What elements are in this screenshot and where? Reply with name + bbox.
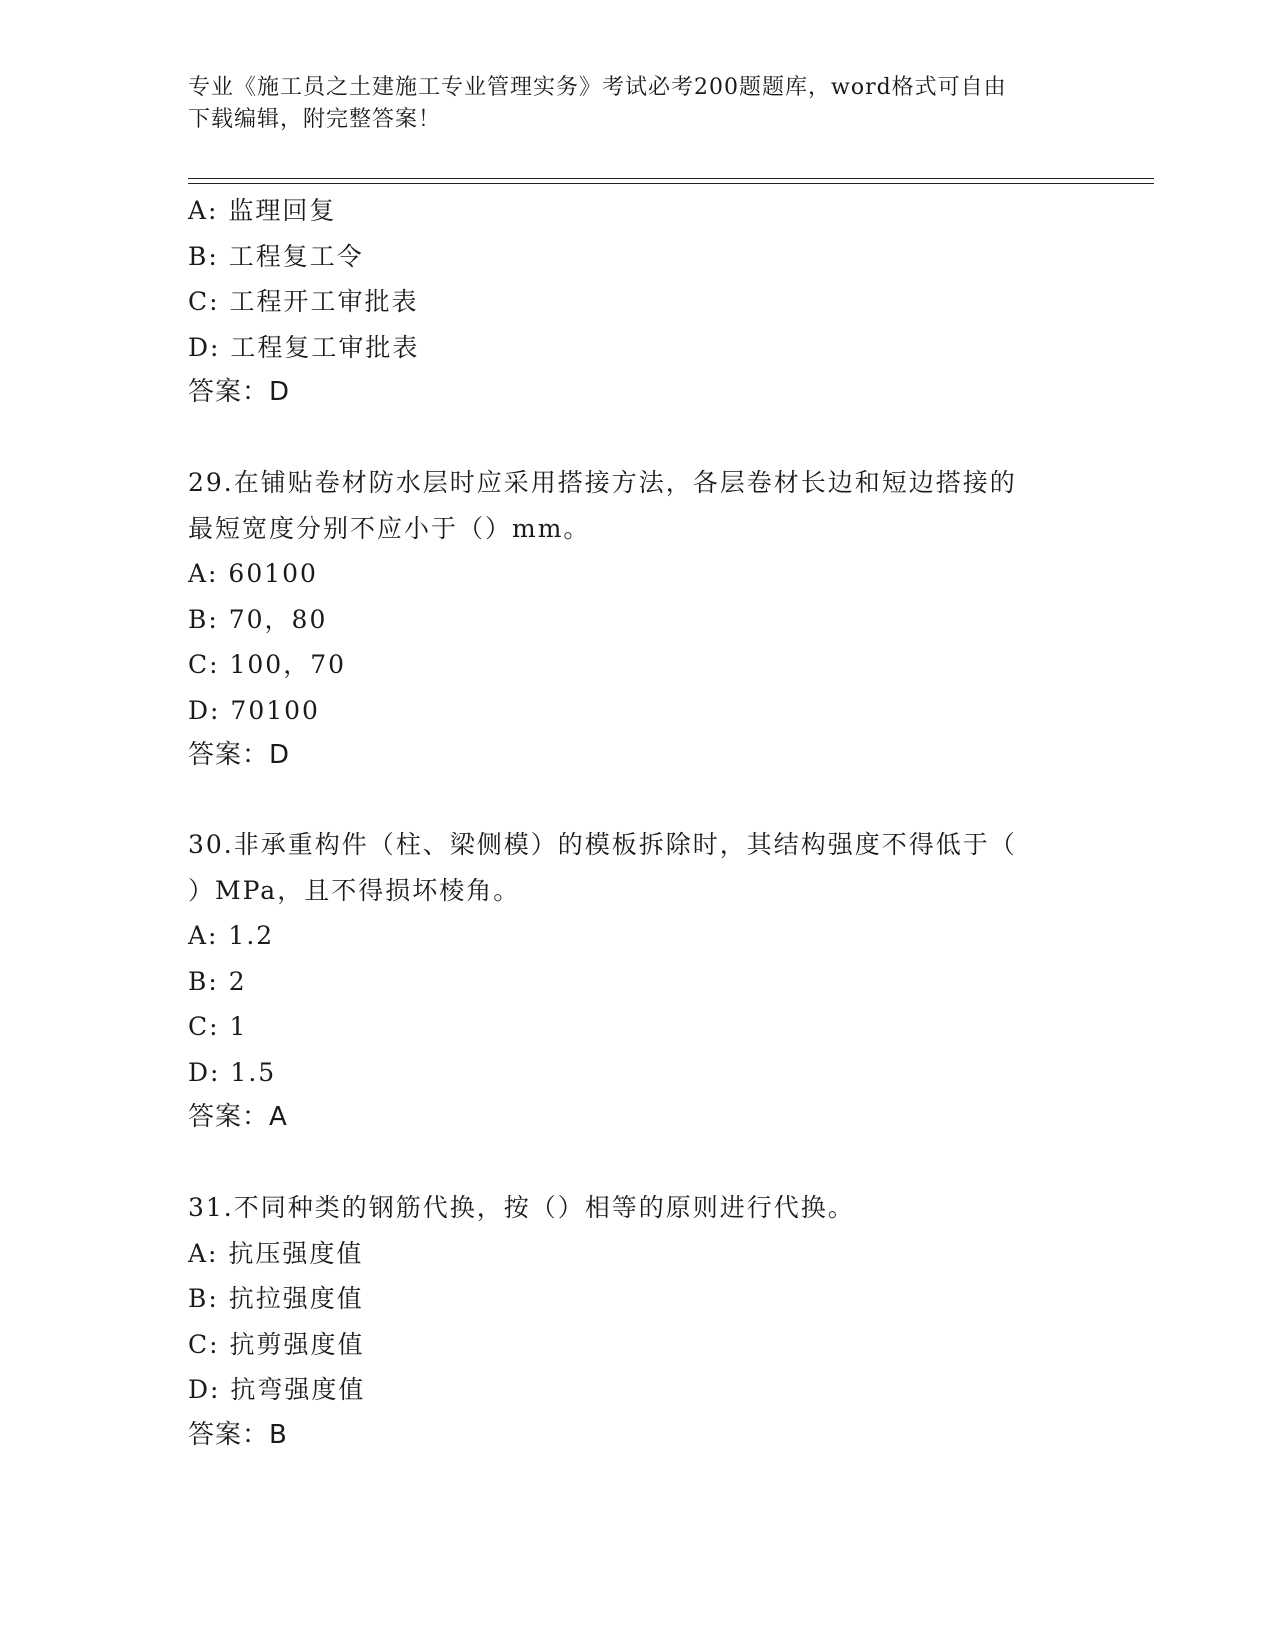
stem-line-1: 30.非承重构件（柱、梁侧模）的模板拆除时，其结构强度不得低于（ xyxy=(188,830,1017,859)
answer-line: 答案：D xyxy=(188,377,291,407)
option-d: D: 抗弯强度值 xyxy=(188,1375,366,1404)
stem-line-1: 29.在铺贴卷材防水层时应采用搭接方法，各层卷材长边和短边搭接的 xyxy=(188,468,1017,497)
option-b: B: 工程复工令 xyxy=(188,241,364,271)
option-a: A: 监理回复 xyxy=(188,196,337,225)
document-header xyxy=(188,72,1088,136)
option-a: A: 60100 xyxy=(188,559,318,588)
header-line-2: 下载编辑，附完整答案！ xyxy=(188,107,442,132)
header-divider-top xyxy=(188,178,1154,179)
stem-line-2: 最短宽度分别不应小于（）mm。 xyxy=(188,513,591,543)
answer-line: 答案：B xyxy=(188,1419,288,1450)
question-block-30 xyxy=(188,822,1138,1141)
option-c: C: 抗剪强度值 xyxy=(188,1329,365,1359)
header-line-1: 专业《施工员之土建施工专业管理实务》考试必考200题题库，word格式可自由 xyxy=(188,75,1007,100)
header-divider-bottom xyxy=(188,183,1154,184)
question-block-31 xyxy=(188,1185,1138,1458)
option-d: D: 70100 xyxy=(188,695,320,725)
option-d: D: 工程复工审批表 xyxy=(188,332,420,362)
question-block-28 xyxy=(188,188,1138,416)
question-block-29 xyxy=(188,460,1138,779)
question-stem xyxy=(188,460,1138,551)
question-stem xyxy=(188,822,1138,913)
option-c: C: 工程开工审批表 xyxy=(188,287,419,316)
answer-line: 答案：A xyxy=(188,1102,288,1132)
stem-line-1: 31.不同种类的钢筋代换，按（）相等的原则进行代换。 xyxy=(188,1193,855,1222)
option-b: B: 抗拉强度值 xyxy=(188,1284,364,1313)
option-d: D: 1.5 xyxy=(188,1057,277,1087)
option-b: B: 2 xyxy=(188,966,247,996)
option-b: B: 70，80 xyxy=(188,604,328,634)
answer-line: 答案：D xyxy=(188,740,291,770)
option-c: C: 1 xyxy=(188,1012,248,1041)
question-stem xyxy=(188,1185,1138,1231)
stem-line-2: ）MPa，且不得损坏棱角。 xyxy=(188,875,521,905)
option-a: A: 抗压强度值 xyxy=(188,1238,364,1268)
option-c: C: 100，70 xyxy=(188,650,347,679)
option-a: A: 1.2 xyxy=(188,921,275,950)
